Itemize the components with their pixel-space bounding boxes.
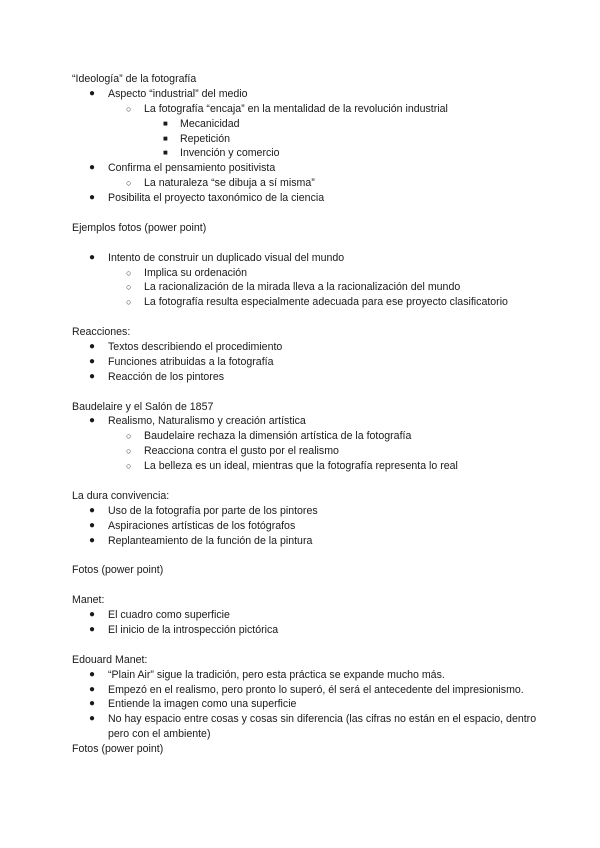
list-item: ○ Baudelaire rechaza la dimensión artística de la fotografía (126, 430, 412, 443)
section-heading: Ejemplos fotos (power point) (72, 221, 207, 234)
list-item: ○ La fotografía “encaja” en la mentalidad de la revolución industrial (126, 102, 448, 115)
list-item: ■ Invención y comercio (163, 147, 280, 160)
section-heading: “Ideología” de la fotografía (72, 73, 197, 85)
bullet-circle: ○ (126, 282, 132, 293)
bullet-circle: ○ (126, 431, 132, 442)
bullet-circle: ○ (126, 267, 132, 278)
list-item: ○ La fotografía resulta especialmente adecuada para ese proyecto clasificatorio (126, 296, 508, 309)
bullet-disc: ● (89, 162, 96, 174)
list-item: ○ La racionalización de la mirada lleva a la racionalización del mundo (126, 281, 461, 294)
bullet-disc: ● (89, 609, 96, 621)
list-item: ● Aspiraciones artísticas de los fotógrafos (89, 519, 296, 532)
list-item: ● Textos describiendo el procedimiento (89, 341, 283, 354)
list-item: ○ Reacciona contra el gusto por el realismo (126, 445, 339, 458)
list-item: ● Funciones atribuidas a la fotografía (89, 355, 274, 368)
list-item: ● Entiende la imagen como una superficie (89, 698, 297, 711)
bullet-disc: ● (89, 355, 96, 367)
bullet-circle: ○ (126, 103, 132, 114)
list-item: ● Replanteamiento de la función de la pintura (89, 534, 313, 547)
list-item: ● Empezó en el realismo, pero pronto lo superó, él será el antecedente del impresionismo. (89, 683, 524, 696)
bullet-disc: ● (89, 623, 96, 635)
bullet-disc: ● (89, 415, 96, 427)
list-item: ● Realismo, Naturalismo y creación artística (89, 415, 306, 428)
list-item: ■ Repetición (163, 132, 231, 145)
bullet-square: ■ (163, 148, 168, 158)
bullet-disc: ● (89, 192, 96, 204)
section-heading: Fotos (power point) (72, 564, 164, 577)
section-heading: La dura convivencia: (72, 489, 170, 502)
bullet-circle: ○ (126, 461, 132, 472)
bullet-circle: ○ (126, 178, 132, 189)
list-item: ● “Plain Air” sigue la tradición, pero esta práctica se expande mucho más. (89, 668, 445, 681)
list-item: ● El inicio de la introspección pictórica (89, 623, 279, 636)
bullet-disc: ● (89, 668, 96, 680)
list-item: ● El cuadro como superficie (89, 609, 230, 622)
bullet-disc: ● (89, 698, 96, 710)
list-item: ● Intento de construir un duplicado visual del mundo (89, 251, 345, 264)
bullet-disc: ● (89, 341, 96, 353)
section-heading: Edouard Manet: (72, 653, 148, 666)
list-item: ● Uso de la fotografía por parte de los pintores (89, 504, 318, 517)
list-item: ○ La naturaleza “se dibuja a sí misma” (126, 177, 315, 190)
list-item: ● Reacción de los pintores (89, 370, 225, 383)
bullet-disc: ● (89, 504, 96, 516)
list-item: ○ La belleza es un ideal, mientras que la fotografía representa lo real (126, 460, 458, 473)
document-page (72, 72, 542, 757)
section-heading: Manet: (72, 594, 105, 607)
bullet-disc: ● (89, 251, 96, 263)
list-item: ● Posibilita el proyecto taxonómico de la ciencia (89, 192, 325, 205)
list-item: ● Aspecto “industrial” del medio (89, 87, 248, 100)
bullet-disc: ● (89, 87, 96, 99)
list-item: ● No hay espacio entre cosas y cosas sin diferencia (las cifras no están en el espacio, dentro pero con el ambiente) (89, 713, 537, 741)
section-heading: Reacciones: (72, 326, 131, 339)
bullet-circle: ○ (126, 297, 132, 308)
list-item: ● Confirma el pensamiento positivista (89, 162, 276, 175)
bullet-disc: ● (89, 683, 96, 695)
bullet-square: ■ (163, 133, 168, 143)
bullet-circle: ○ (126, 446, 132, 457)
list-item: ■ Mecanicidad (163, 117, 240, 130)
bullet-square: ■ (163, 118, 168, 128)
list-item: ○ Implica su ordenación (126, 266, 248, 279)
bullet-disc: ● (89, 370, 96, 382)
section-heading: Baudelaire y el Salón de 1857 (72, 400, 214, 413)
section-heading: Fotos (power point) (72, 743, 164, 756)
bullet-disc: ● (89, 519, 96, 531)
bullet-disc: ● (89, 713, 96, 725)
bullet-disc: ● (89, 534, 96, 546)
